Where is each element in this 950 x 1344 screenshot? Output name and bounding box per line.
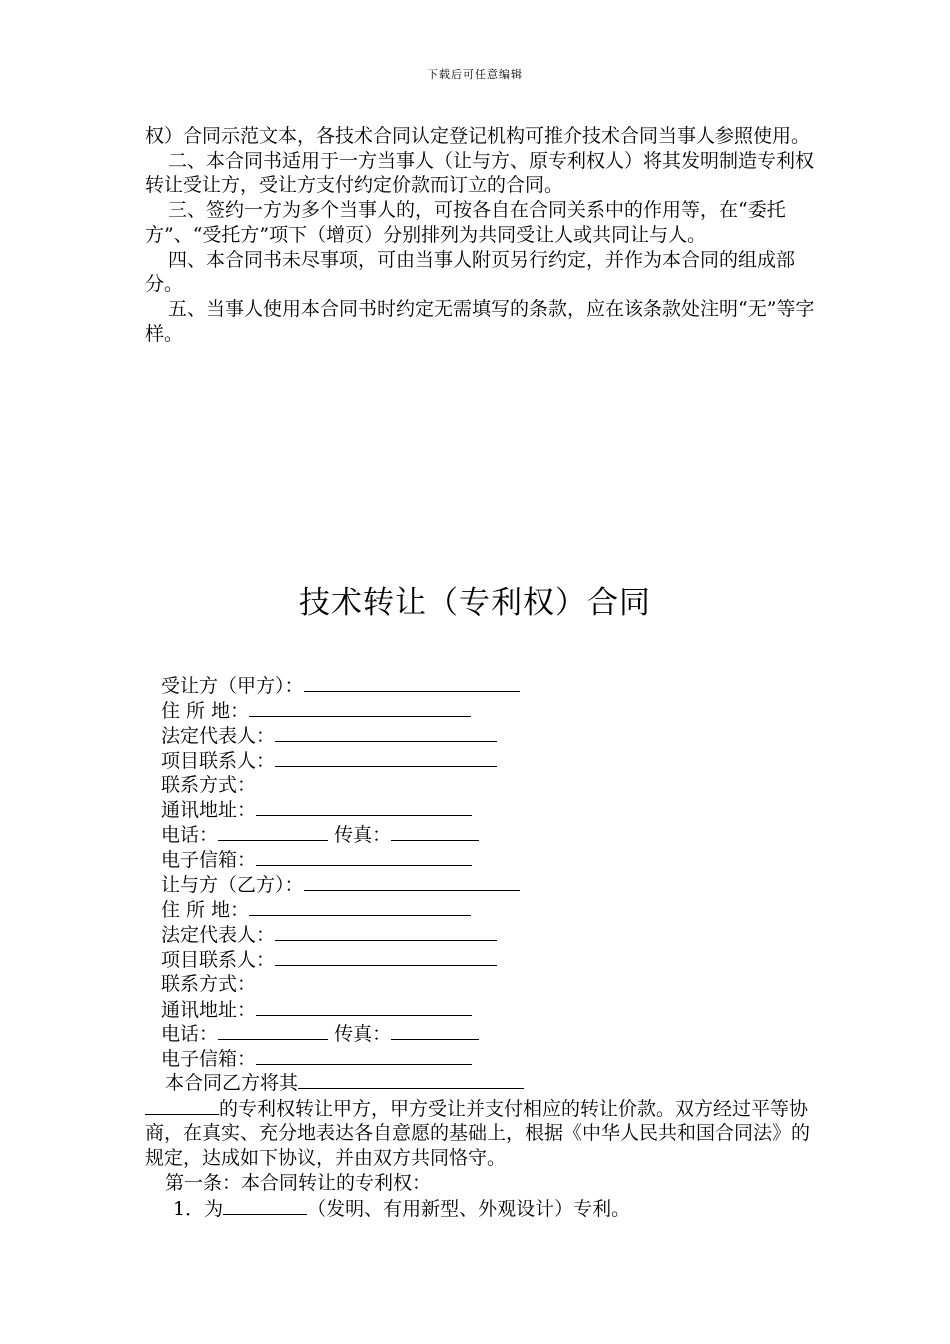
item-1-suffix: （发明、有用新型、外观设计）专利。 — [307, 1197, 631, 1220]
party-b-fax-blank[interactable] — [391, 1021, 479, 1040]
party-b-contact-row — [161, 947, 801, 972]
patent-name-blank[interactable] — [298, 1070, 524, 1089]
party-a-email-label: 电子信箱： — [161, 849, 257, 872]
intro-paragraph-3: 三、签约一方为多个当事人的，可按各自在合同关系中的作用等，在“委托方”、“受托方”项下（增页）分别排列为共同受让人或共同让与人。 — [145, 199, 786, 246]
party-b-email-label: 电子信箱： — [161, 1048, 257, 1071]
party-a-mail-address-label: 通讯地址： — [161, 799, 257, 822]
party-a-phone-blank[interactable] — [218, 822, 328, 841]
party-a-legal-rep-label: 法定代表人： — [161, 724, 276, 747]
party-a-address-row — [161, 698, 801, 723]
party-b-legal-rep-blank[interactable] — [275, 922, 497, 941]
body-paragraph-text: 的专利权转让甲方，甲方受让并支付相应的转让价款。双方经过平等协商，在真实、充分地表达各自意愿的基础上，根据《中华人民共和国合同法》的规定，达成如下协议，并由双方共同恪守。 — [145, 1097, 811, 1170]
party-b-contact-blank[interactable] — [275, 947, 497, 966]
party-b-mail-address-row — [161, 997, 801, 1022]
contract-body — [145, 1070, 815, 1221]
patent-type-blank[interactable] — [223, 1196, 307, 1215]
party-a-mail-address-row — [161, 797, 801, 822]
party-b-mail-address-blank[interactable] — [256, 997, 472, 1016]
party-b-contact-method-row — [161, 972, 801, 997]
party-fields — [161, 673, 801, 1071]
party-b-name-blank[interactable] — [304, 872, 520, 891]
article-1-text: ：本合同转让的专利权： — [222, 1171, 432, 1194]
party-a-contact-method-row — [161, 773, 801, 798]
party-a-phone-label: 电话： — [161, 824, 219, 847]
party-b-email-blank[interactable] — [256, 1046, 472, 1065]
item-1-prefix: 1．为 — [173, 1197, 224, 1220]
party-b-legal-rep-label: 法定代表人： — [161, 923, 276, 946]
party-b-name-row — [161, 872, 801, 897]
party-b-legal-rep-row — [161, 922, 801, 947]
body-lead-text: 本合同乙方将其 — [165, 1072, 299, 1094]
contract-title: 技术转让（专利权）合同 — [299, 585, 651, 621]
intro-paragraph-5: 五、当事人使用本合同书时约定无需填写的条款，应在该条款处注明“无”等字样。 — [145, 297, 815, 345]
party-a-name-row — [161, 673, 801, 698]
party-a-email-blank[interactable] — [256, 847, 472, 866]
page-header-note: 下载后可任意编辑 — [427, 68, 523, 81]
party-b-address-row — [161, 897, 801, 922]
article-1-title: 第一条 — [165, 1171, 223, 1194]
party-a-address-blank[interactable] — [249, 698, 471, 717]
party-a-legal-rep-blank[interactable] — [275, 723, 497, 742]
intro-notes — [145, 124, 815, 346]
intro-paragraph-2: 二、本合同书适用于一方当事人（让与方、原专利权人）将其发明制造专利权转让受让方，受让方支付约定价款而订立的合同。 — [145, 149, 815, 197]
party-a-mail-address-blank[interactable] — [256, 797, 472, 816]
party-a-phone-fax-row — [161, 822, 801, 847]
party-b-mail-address-label: 通讯地址： — [161, 998, 257, 1021]
party-b-name-label: 让与方（乙方）： — [161, 874, 304, 897]
party-a-name-label: 受让方（甲方）： — [161, 675, 304, 697]
party-a-contact-blank[interactable] — [275, 748, 497, 767]
party-a-name-blank[interactable] — [304, 673, 520, 692]
body-paragraph — [145, 1096, 815, 1171]
party-b-address-label: 住 所 地： — [161, 899, 250, 922]
intro-paragraph-4: 四、本合同书未尽事项，可由当事人附页另行约定，并作为本合同的组成部分。 — [145, 248, 796, 296]
party-b-phone-blank[interactable] — [218, 1021, 328, 1040]
party-a-legal-rep-row — [161, 723, 801, 748]
patent-name-blank-cont[interactable] — [145, 1096, 219, 1115]
party-a-address-label: 住 所 地： — [161, 699, 250, 722]
intro-paragraph-1: 权）合同示范文本，各技术合同认定登记机构可推介技术合同当事人参照使用。 — [145, 125, 811, 147]
party-a-contact-row — [161, 748, 801, 773]
party-a-fax-label: 传真： — [334, 824, 392, 847]
party-b-address-blank[interactable] — [249, 897, 471, 916]
party-b-email-row — [161, 1046, 801, 1071]
article-1-item-1 — [145, 1196, 815, 1222]
article-1 — [145, 1171, 815, 1196]
party-b-contact-method-label: 联系方式： — [161, 972, 257, 995]
body-lead-line — [145, 1070, 815, 1096]
party-b-phone-fax-row — [161, 1021, 801, 1046]
party-b-fax-label: 传真： — [334, 1023, 392, 1046]
party-a-email-row — [161, 847, 801, 872]
party-a-fax-blank[interactable] — [391, 822, 479, 841]
party-b-phone-label: 电话： — [161, 1023, 219, 1046]
party-a-contact-method-label: 联系方式： — [161, 773, 257, 796]
party-a-contact-label: 项目联系人： — [161, 749, 276, 772]
party-b-contact-label: 项目联系人： — [161, 948, 276, 971]
